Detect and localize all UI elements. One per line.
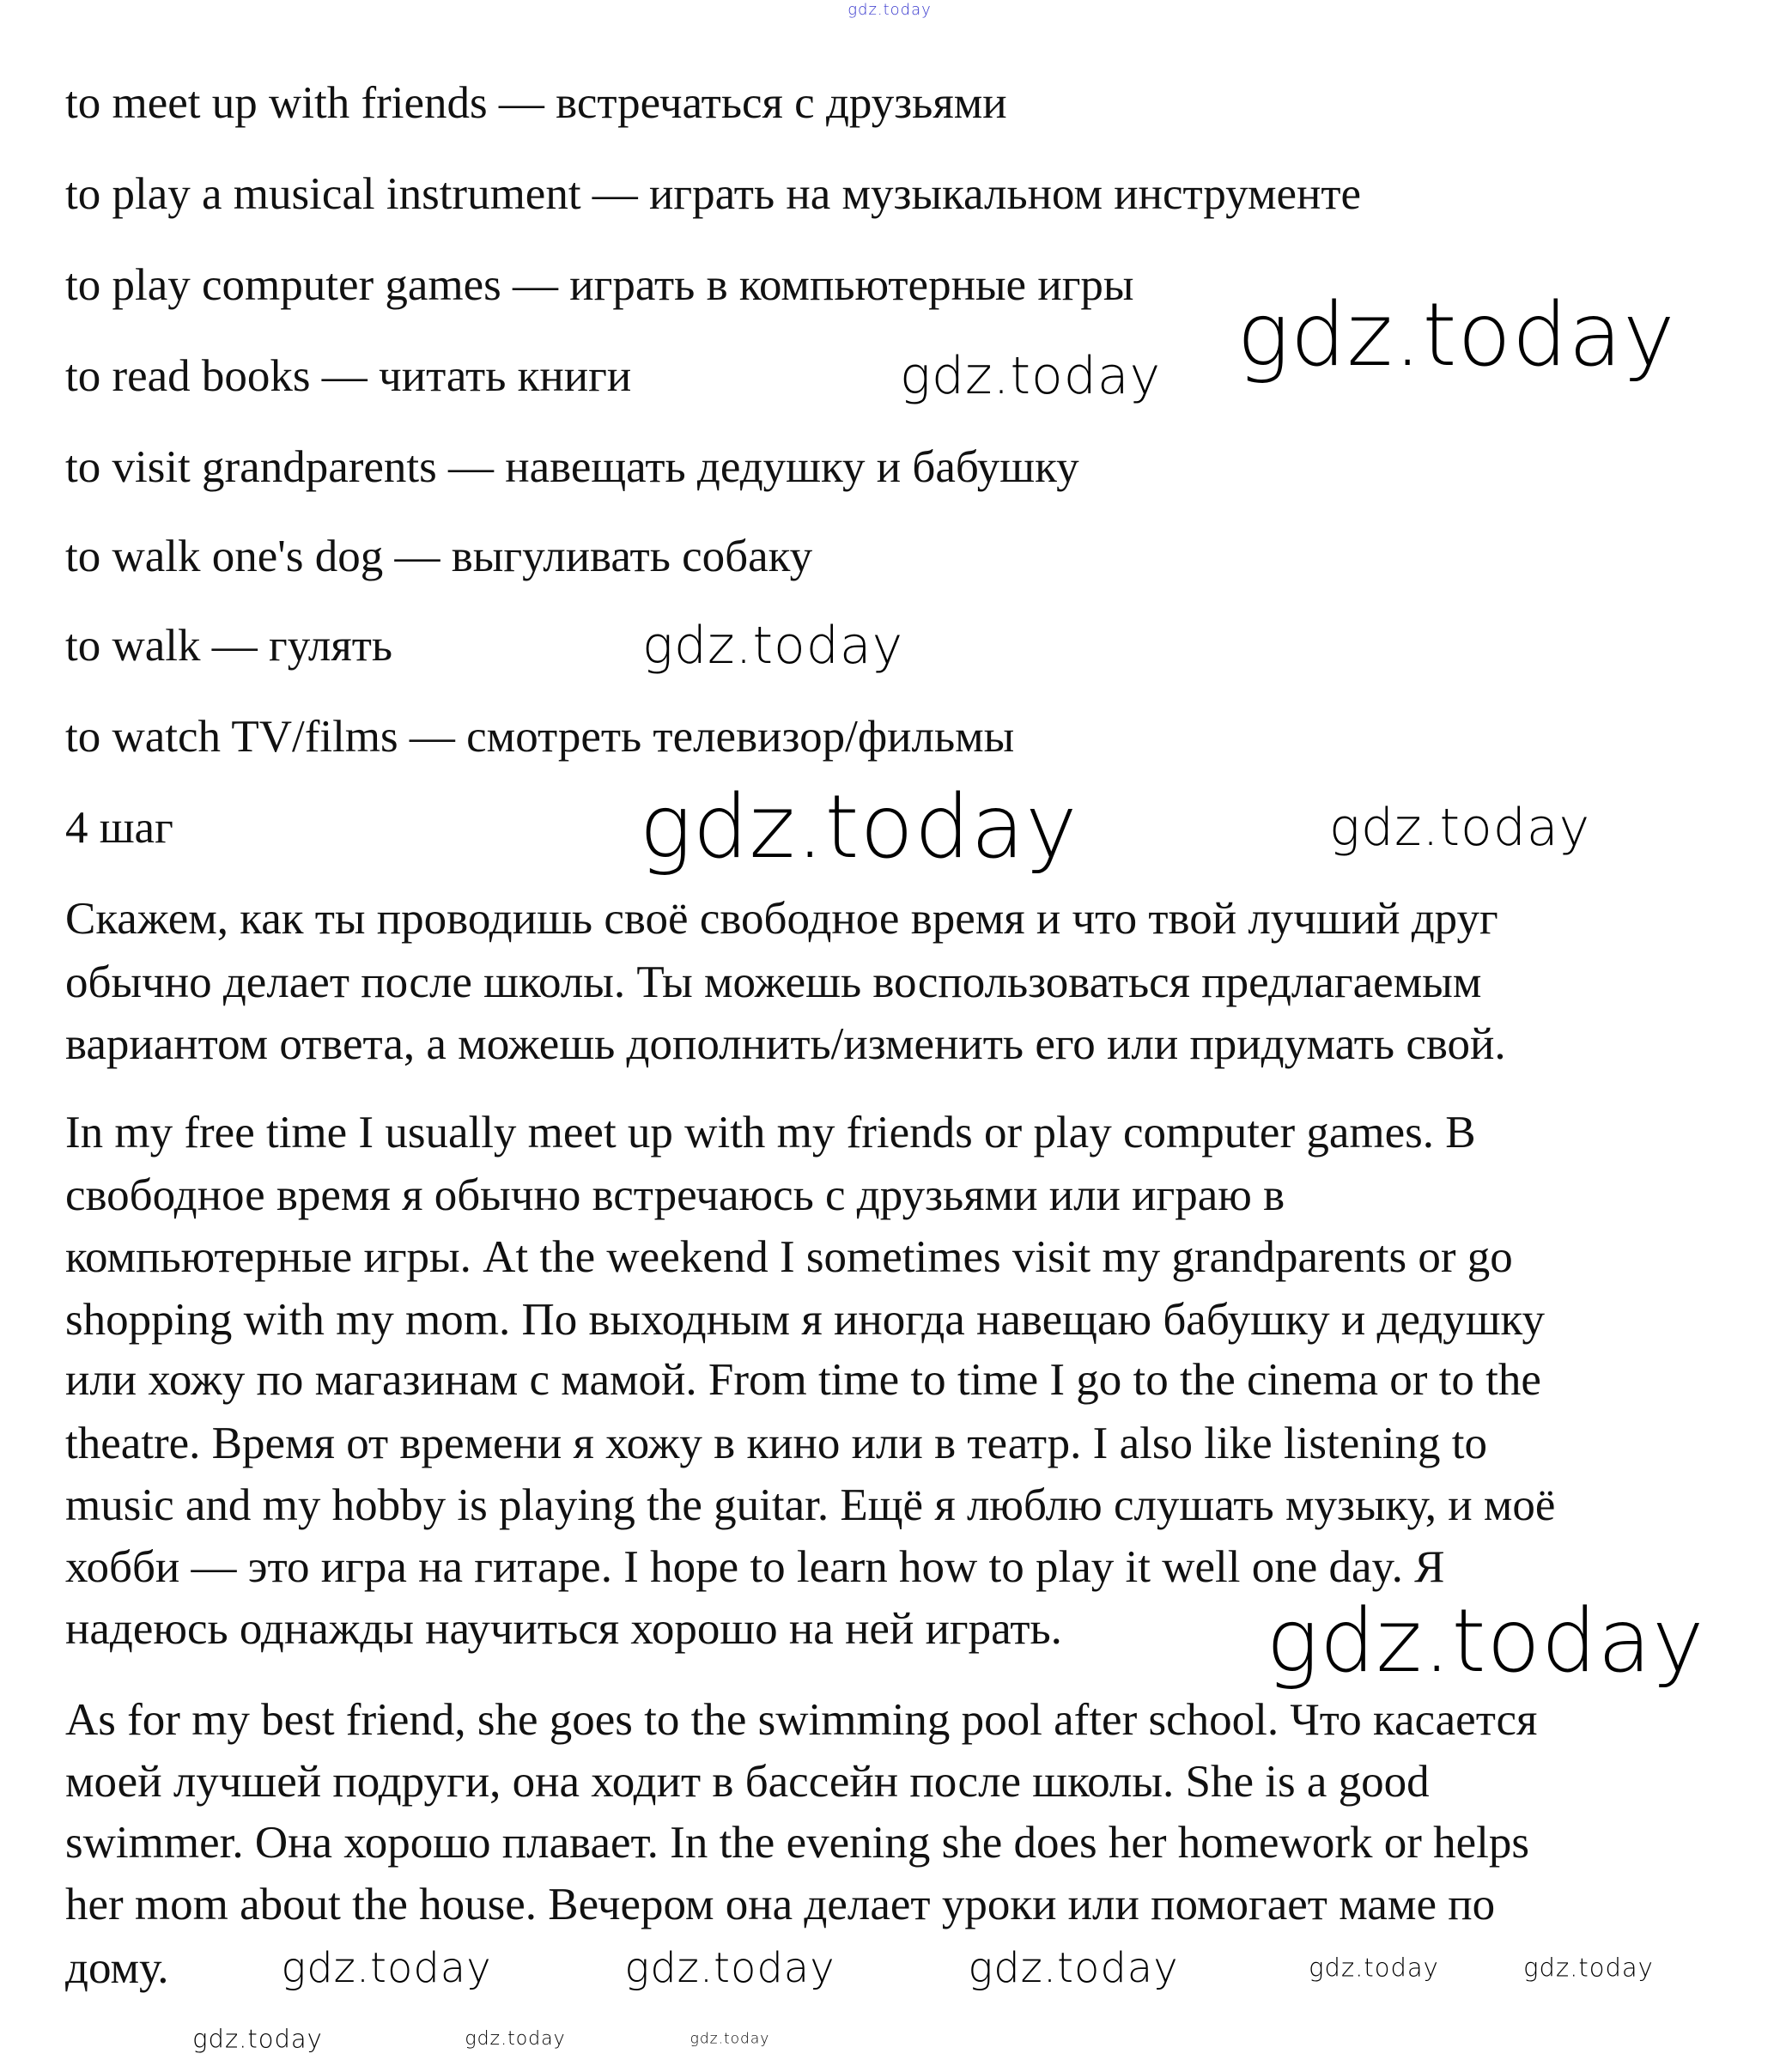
text-line: In my free time I usually meet up with my friends or play computer games. В — [65, 1108, 1476, 1158]
watermark: gdz.today — [1523, 1953, 1654, 1983]
vocabulary-item: to read books — читать книги — [65, 351, 632, 401]
watermark: gdz.today — [641, 616, 904, 676]
watermark: gdz.today — [465, 2028, 566, 2050]
vocabulary-item: to visit grandparents — навещать дедушку и бабушку — [65, 442, 1079, 492]
text-line: shopping with my mom. По выходным я иногда навещаю бабушку и дедушку — [65, 1295, 1546, 1345]
watermark: gdz.today — [899, 346, 1162, 406]
watermark: gdz.today — [1266, 1590, 1705, 1692]
text-line: music and my hobby is playing the guitar. Ещё я люблю слушать музыку, и моё — [65, 1480, 1556, 1530]
watermark: gdz.today — [192, 2024, 323, 2054]
text-line: вариантом ответа, а можешь дополнить/изменить его или придумать свой. — [65, 1019, 1506, 1069]
watermark: gdz.today — [624, 1944, 835, 1992]
step-heading: 4 шаг — [65, 803, 173, 853]
vocabulary-item: to walk one's dog — выгуливать собаку — [65, 532, 813, 581]
vocabulary-item: to play a musical instrument — играть на музыкальном инструменте — [65, 169, 1362, 219]
vocabulary-item: to walk — гулять — [65, 621, 393, 671]
text-line: обычно делает после школы. Ты можешь воспользоваться предлагаемым — [65, 957, 1482, 1007]
text-line: или хожу по магазинам с мамой. From time to time I go to the cinema or to the — [65, 1355, 1541, 1405]
text-line: Скажем, как ты проводишь своё свободное время и что твой лучший друг — [65, 894, 1498, 944]
watermark: gdz.today — [690, 2030, 770, 2048]
watermark: gdz.today — [847, 1, 932, 19]
watermark: gdz.today — [639, 776, 1078, 878]
watermark: gdz.today — [1309, 1953, 1439, 1983]
text-line: моей лучшей подруги, она ходит в бассейн после школы. She is a good — [65, 1757, 1430, 1807]
watermark: gdz.today — [281, 1944, 492, 1992]
watermark: gdz.today — [968, 1944, 1179, 1992]
watermark: gdz.today — [1328, 798, 1591, 858]
text-line: надеюсь однажды научиться хорошо на ней играть. — [65, 1604, 1062, 1654]
text-line: her mom about the house. Вечером она делает уроки или помогает маме по — [65, 1880, 1496, 1929]
text-line: theatre. Время от времени я хожу в кино или в театр. I also like listening to — [65, 1419, 1487, 1468]
text-line: свободное время я обычно встречаюсь с друзьями или играю в — [65, 1170, 1285, 1220]
watermark: gdz.today — [1236, 284, 1676, 386]
text-line: дому. — [65, 1943, 169, 1993]
vocabulary-item: to meet up with friends — встречаться с друзьями — [65, 78, 1007, 128]
vocabulary-item: to play computer games — играть в компьютерные игры — [65, 260, 1134, 310]
text-line: As for my best friend, she goes to the swimming pool after school. Что касается — [65, 1695, 1538, 1745]
text-line: хобби — это игра на гитаре. I hope to learn how to play it well one day. Я — [65, 1542, 1445, 1592]
text-line: swimmer. Она хорошо плавает. In the evening she does her homework or helps — [65, 1818, 1530, 1868]
vocabulary-item: to watch TV/films — смотреть телевизор/фильмы — [65, 712, 1015, 762]
text-line: компьютерные игры. At the weekend I sometimes visit my grandparents or go — [65, 1232, 1513, 1282]
